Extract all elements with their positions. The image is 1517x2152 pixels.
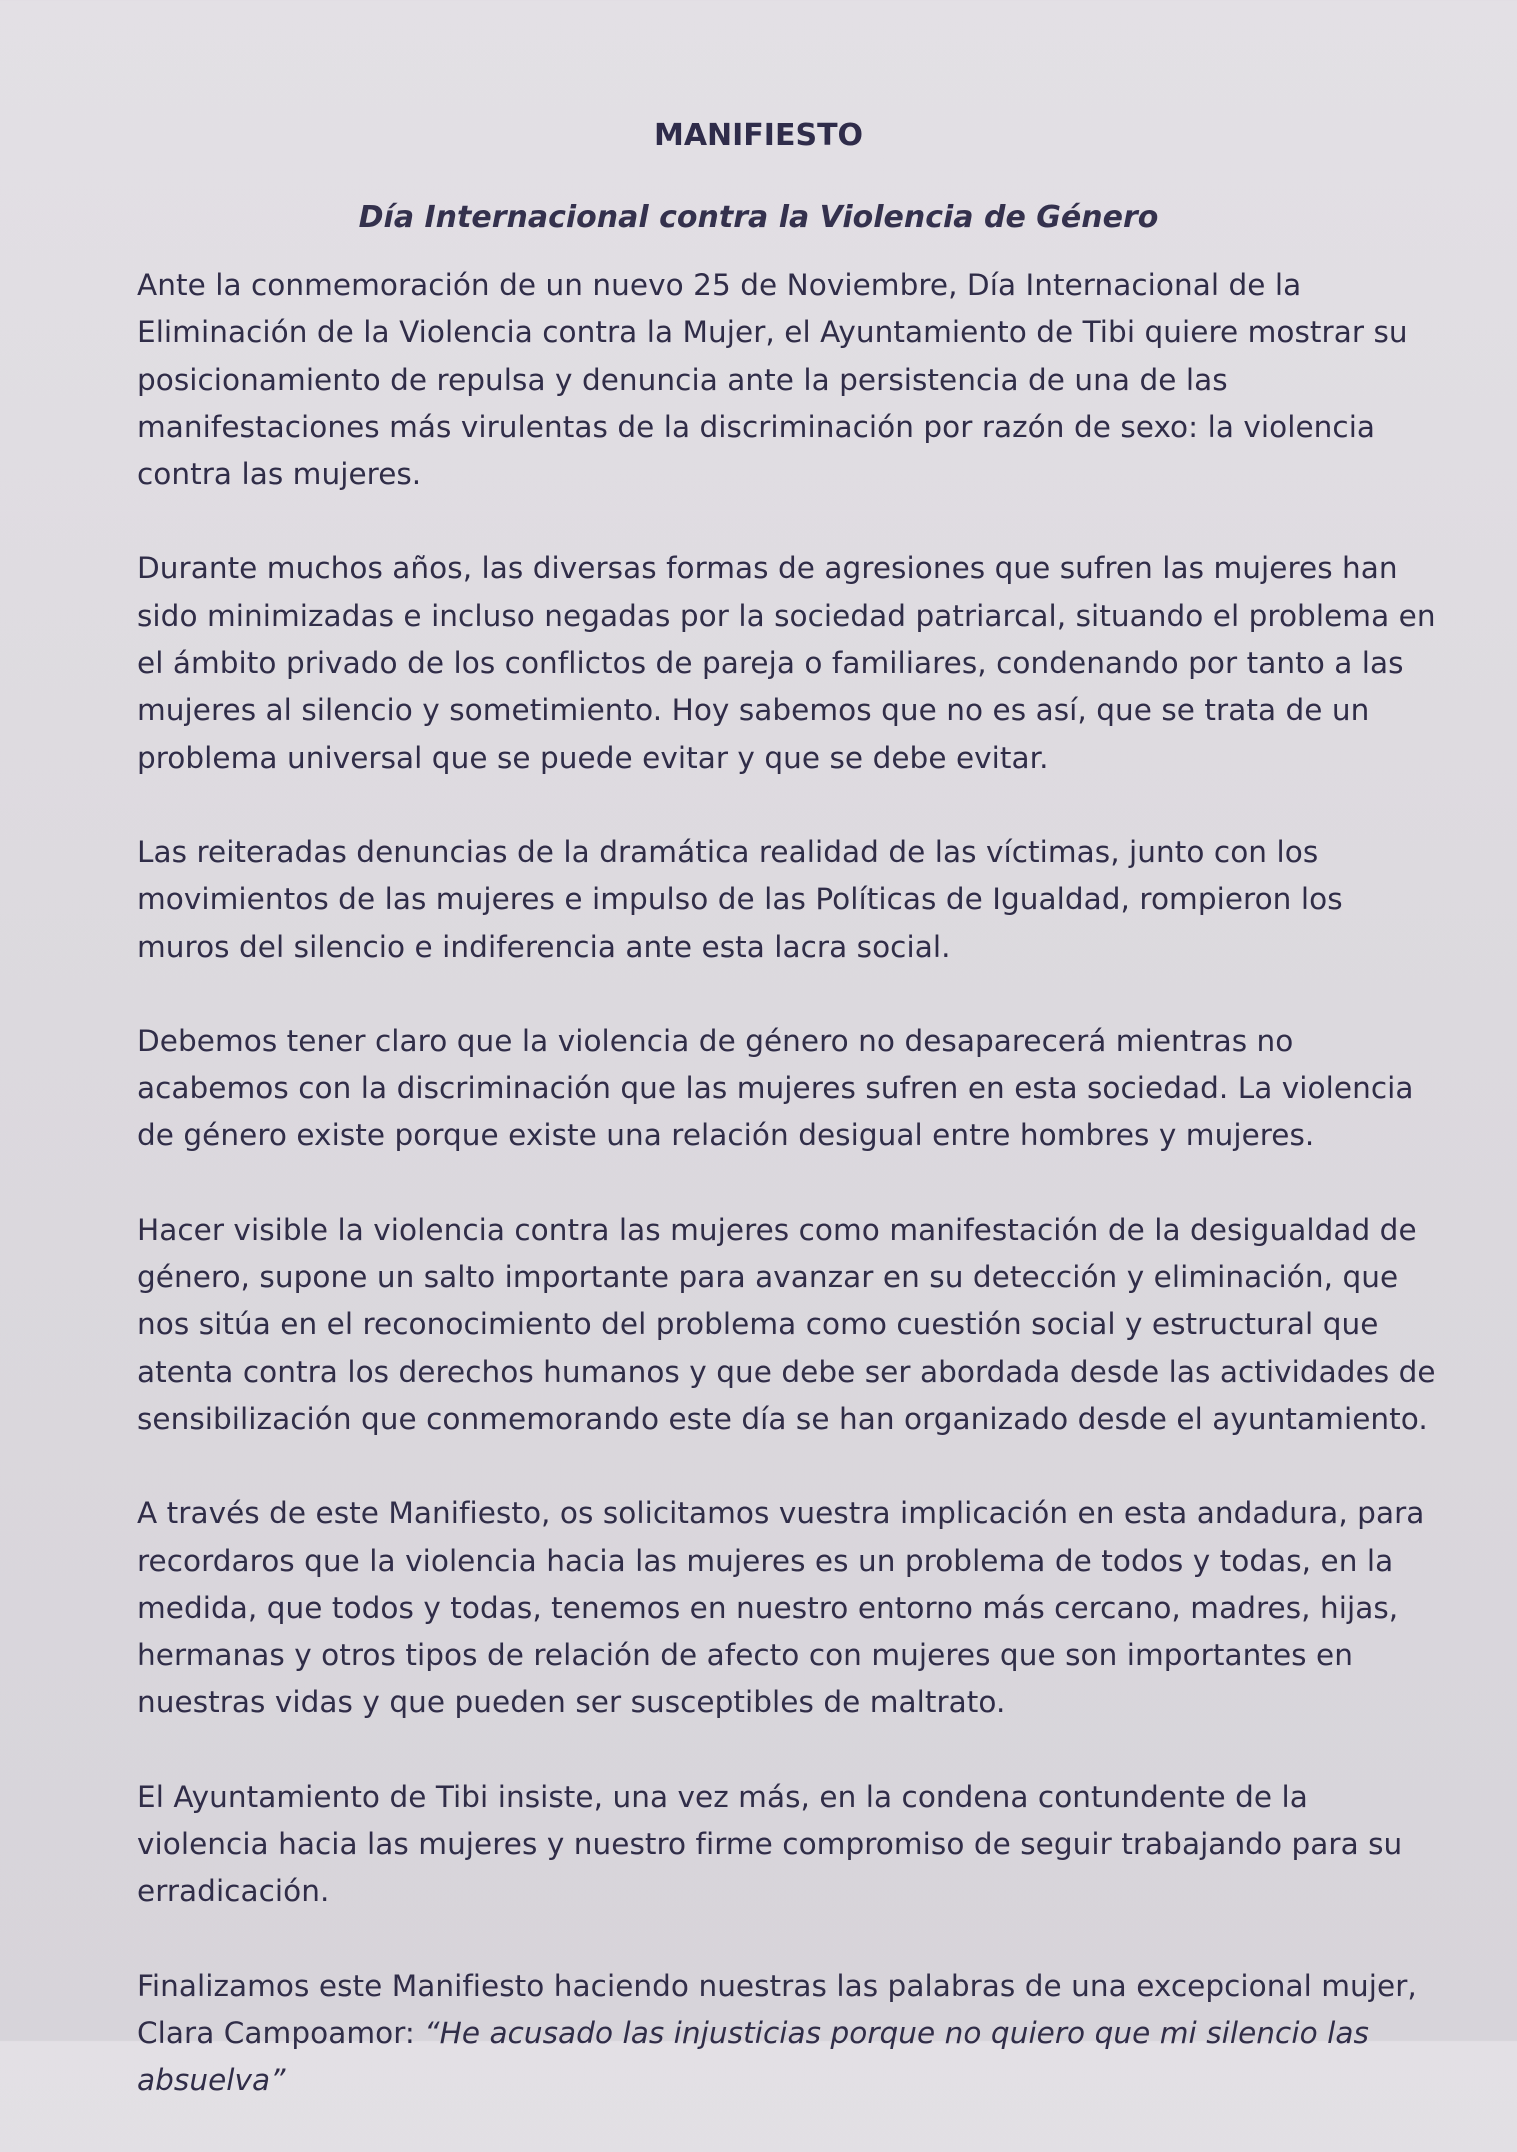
paragraph-4 (137, 1018, 1414, 1160)
text-line: género, supone un salto importante para avanzar en su detección y eliminación, que (137, 1260, 1399, 1295)
text-line: recordaros que la violencia hacia las mujeres es un problema de todos y todas, en la (137, 1543, 1394, 1578)
document-title: MANIFIESTO (653, 118, 864, 153)
text-line: Hacer visible la violencia contra las mujeres como manifestación de la desigualdad de (137, 1212, 1417, 1247)
paragraph-2 (137, 545, 1436, 781)
paragraph-6 (137, 1490, 1425, 1726)
text-line: Ante la conmemoración de un nuevo 25 de Noviembre, Día Internacional de la (137, 268, 1302, 302)
paragraph-1 (137, 262, 1408, 498)
text-line: A través de este Manifiesto, os solicitamos vuestra implicación en esta andadura, para (137, 1496, 1425, 1531)
text-line: mujeres al silencio y sometimiento. Hoy sabemos que no es así, que se trata de un (137, 693, 1370, 728)
paragraph-7 (137, 1774, 1403, 1916)
text-line: nuestras vidas y que pueden ser susceptibles de maltrato. (137, 1685, 1006, 1720)
text-line: hermanas y otros tipos de relación de afecto con mujeres que son importantes en (137, 1638, 1353, 1673)
text-line: Debemos tener claro que la violencia de género no desaparecerá mientras no (137, 1023, 1294, 1058)
text-line: medida, que todos y todas, tenemos en nuestro entorno más cercano, madres, hijas, (137, 1590, 1399, 1625)
text-line: El Ayuntamiento de Tibi insiste, una vez más, en la condena contundente de la (137, 1779, 1308, 1814)
text-line: contra las mujeres. (137, 457, 422, 492)
document-body (137, 262, 1436, 2152)
text-line: Finalizamos este Manifiesto haciendo nuestras las palabras de una excepcional mujer, (137, 1968, 1417, 2003)
text-line: posicionamiento de repulsa y denuncia ante la persistencia de una de las (137, 362, 1228, 397)
text-line: sensibilización que conmemorando este día se han organizado desde el ayuntamiento. (137, 1401, 1428, 1436)
document-subtitle: Día Internacional contra la Violencia de Género (358, 200, 1159, 235)
text-line: problema universal que se puede evitar y que se debe evitar. (137, 740, 1049, 775)
text-line: atenta contra los derechos humanos y que debe ser abordada desde las actividades de (137, 1354, 1436, 1389)
text-line: de género existe porque existe una relación desigual entre hombres y mujeres. (137, 1118, 1315, 1153)
text-line: violencia hacia las mujeres y nuestro firme compromiso de seguir trabajando para su (137, 1827, 1403, 1862)
text-line: nos sitúa en el reconocimiento del problema como cuestión social y estructural que (137, 1307, 1379, 1342)
text-line: Eliminación de la Violencia contra la Mujer, el Ayuntamiento de Tibi quiere mostrar su (137, 315, 1408, 350)
clara-campoamor-quote-end: absuelva” (137, 2063, 286, 2098)
text-line: movimientos de las mujeres e impulso de las Políticas de Igualdad, rompieron los (137, 882, 1343, 917)
text-line: erradicación. (137, 1874, 330, 1909)
closing-author-prefix: Clara Campoamor: (137, 2015, 425, 2050)
text-line: acabemos con la discriminación que las mujeres sufren en esta sociedad. La violencia (137, 1071, 1414, 1106)
text-line: muros del silencio e indiferencia ante esta lacra social. (137, 929, 951, 964)
text-line: manifestaciones más virulentas de la discriminación por razón de sexo: la violencia (137, 409, 1376, 444)
clara-campoamor-quote: “He acusado las injusticias porque no quiero que mi silencio las (424, 2015, 1369, 2050)
text-line (137, 2010, 1382, 2057)
text-line: el ámbito privado de los conflictos de pareja o familiares, condenando por tanto a las (137, 646, 1404, 681)
text-line: Durante muchos años, las diversas formas de agresiones que sufren las mujeres han (137, 551, 1398, 586)
closing-paragraph (137, 1963, 1417, 2105)
text-line: sido minimizadas e incluso negadas por la sociedad patriarcal, situando el problema en (137, 598, 1436, 633)
paragraph-3 (137, 829, 1382, 971)
text-line: Las reiteradas denuncias de la dramática realidad de las víctimas, junto con los (137, 834, 1319, 869)
paragraph-5 (137, 1207, 1436, 1443)
